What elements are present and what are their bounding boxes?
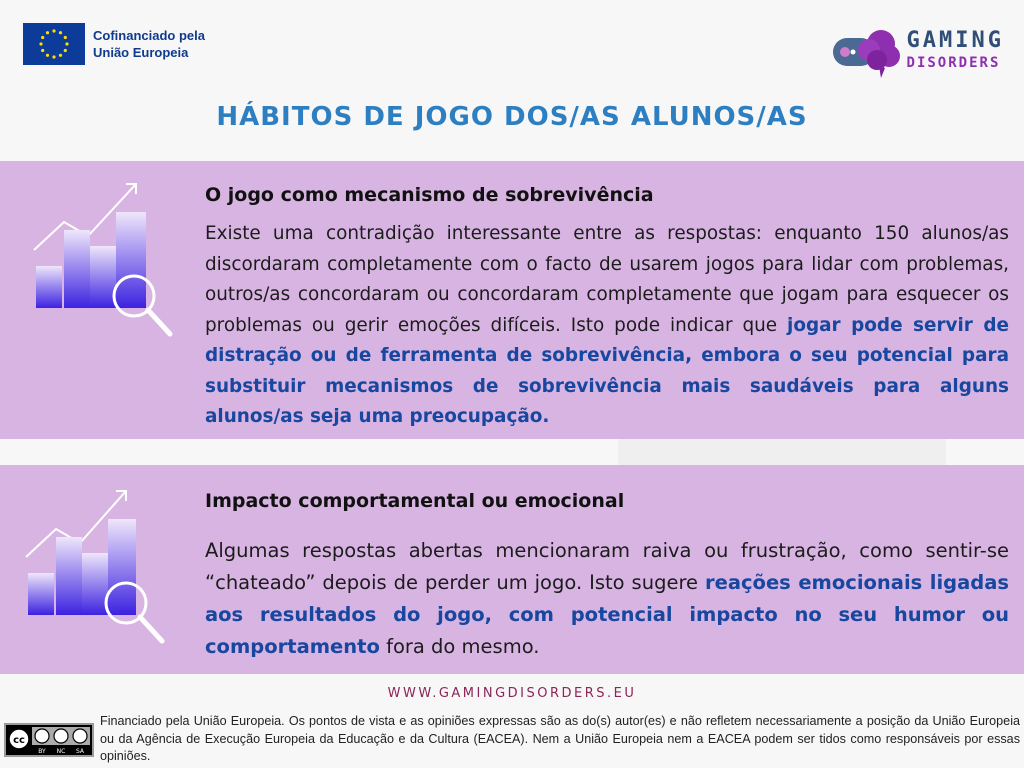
section2-text-after: fora do mesmo. — [379, 635, 540, 658]
section2-highlight: reações emocionais ligadas aos resultados do jogo, com potencial impacto no seu humor ou comportamento — [205, 571, 1010, 658]
section1-text: Existe uma contradição interessante entre as respostas: enquanto 150 alunos/as discordaram completamente com o facto de usarem jogos para lidar com problemas, outros/as concordaram ou concordaram completamente que jogam para esquecer os problemas ou gerir emoções difíceis. Isto pode indicar que — [205, 223, 1009, 336]
eu-cofunded-logo — [23, 23, 205, 65]
gamepad-brain-icon — [831, 22, 903, 82]
brand-line1: GAMING — [906, 28, 1004, 53]
section2-text-before: Algumas respostas abertas mencionaram raiva ou frustração, como sentir-se “chateado” depois de perder um jogo. Isto sugere — [205, 539, 1009, 594]
section1-highlight: jogar pode servir de distração ou de ferramenta de sobrevivência, embora o seu potencial para substituir mecanismos de sobrevivência mais saudáveis para alguns alunos/as seja uma preocupação. — [205, 314, 1009, 427]
brand-line2: DISORDERS — [906, 55, 1001, 71]
section2-body — [205, 535, 1009, 663]
eu-text-line2: União Europeia — [93, 45, 189, 60]
gaming-disorders-logo — [831, 22, 1004, 82]
section1-body — [205, 219, 1009, 433]
bar-chart-magnifier-icon — [20, 485, 170, 654]
brand-name — [907, 30, 1004, 74]
divider-strip — [618, 439, 946, 465]
cc-sa-label: SA — [75, 748, 85, 755]
funding-disclaimer: Financiado pela União Europeia. Os pontos de vista e as opiniões expressas são as do(s) autor(es) e não refletem necessariamente a posição da União Europeia ou da Agência de Execução Europeia da Educação e da Cultura (EACEA). Nem a União Europeia nem a EACEA podem ser tidos como responsáveis por essas opiniões. — [100, 714, 1020, 763]
section2-heading: Impacto comportamental ou emocional — [205, 490, 625, 512]
cc-label: cc — [13, 735, 25, 746]
page-title: HÁBITOS DE JOGO DOS/AS ALUNOS/AS — [216, 102, 808, 132]
section1-heading: O jogo como mecanismo de sobrevivência — [205, 184, 654, 206]
cc-by-label: BY — [38, 748, 46, 755]
bar-chart-magnifier-icon — [28, 178, 178, 347]
website-link[interactable]: WWW.GAMINGDISORDERS.EU — [387, 686, 637, 701]
eu-cofunded-text — [93, 27, 205, 61]
eu-text-line1: Cofinanciado pela — [93, 28, 205, 43]
eu-flag-icon — [23, 23, 85, 65]
cc-nc-label: NC — [56, 748, 66, 755]
cc-license-badge — [4, 723, 94, 757]
